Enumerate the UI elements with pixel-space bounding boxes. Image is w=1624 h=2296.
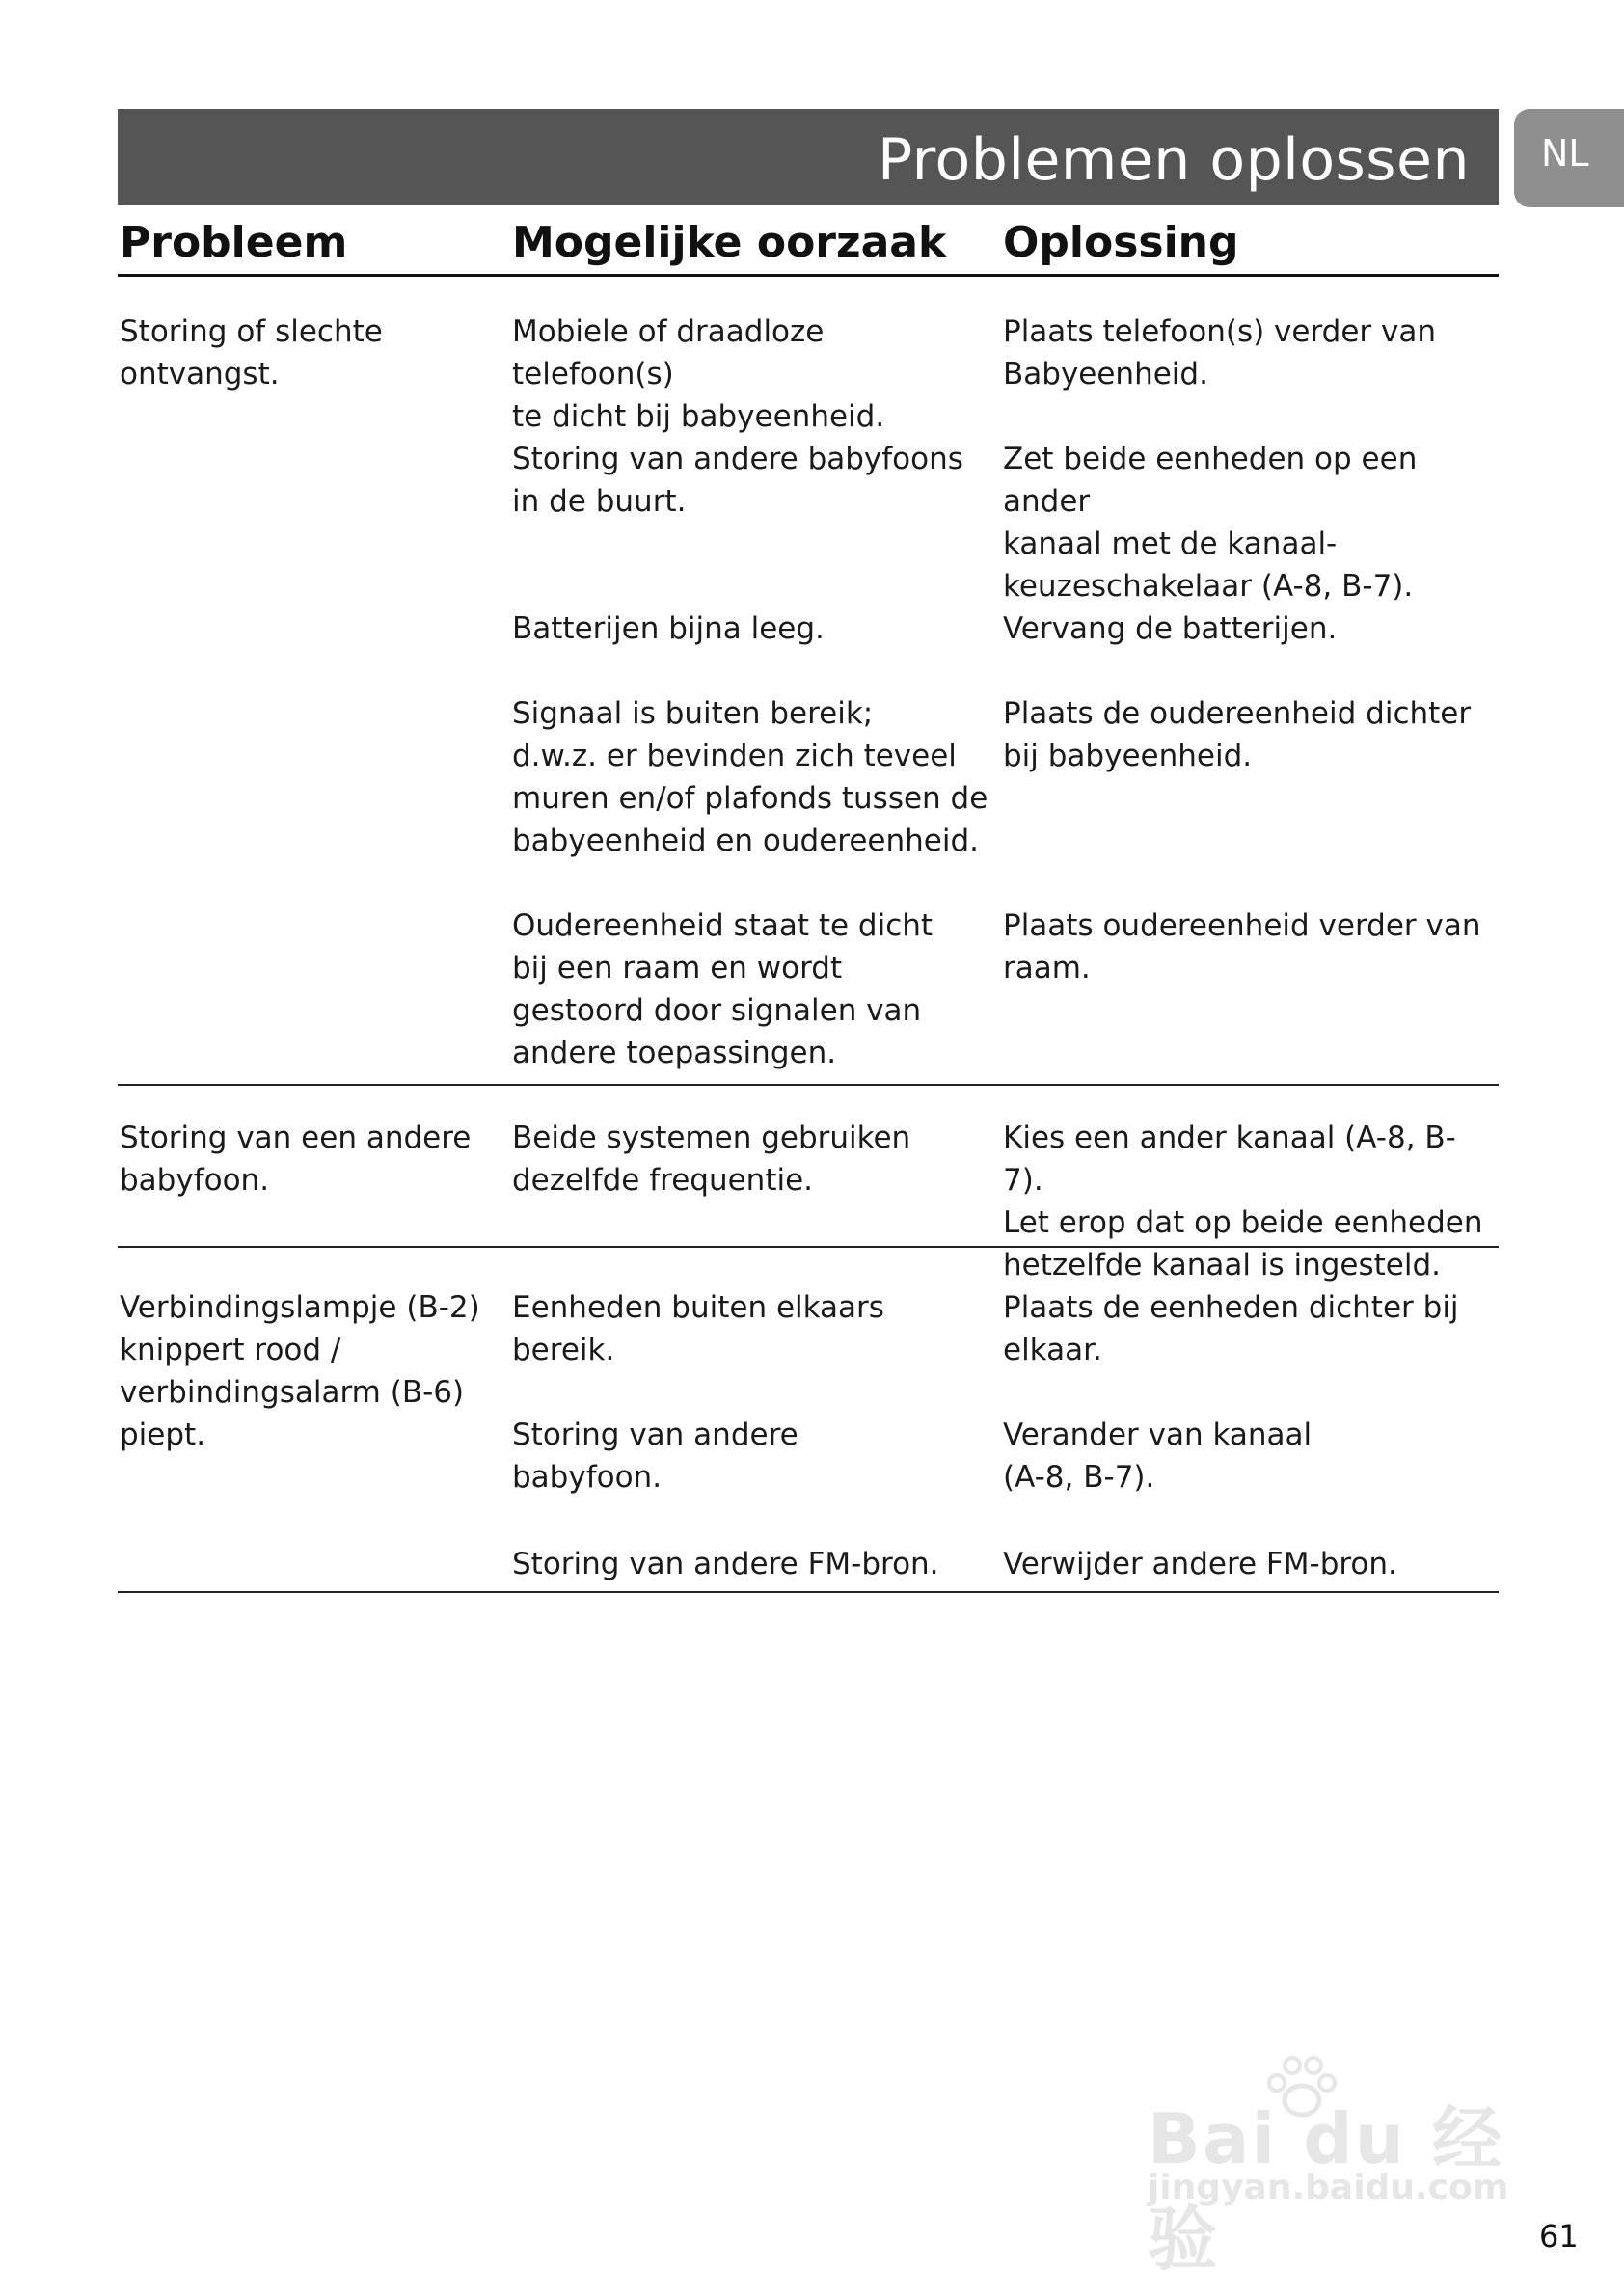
watermark xyxy=(1148,2054,1533,2280)
watermark-url: jingyan.baidu.com xyxy=(1148,2168,1509,2207)
row3-solution-1: Plaats de eenheden dichter bij elkaar. xyxy=(1003,1290,1459,1367)
row1-cause-4: Signaal is buiten bereik; d.w.z. er bevinden zich teveel muren en/of plafonds tussen de babyeenheid en oudereenheid. xyxy=(512,696,988,858)
row1-solution-2: Zet beide eenheden op een ander kanaal met de kanaal- keuzeschakelaar (A-8, B-7). xyxy=(1003,442,1418,604)
row2-problem: Storing van een andere babyfoon. xyxy=(120,1121,472,1198)
column-header-cause: Mogelijke oorzaak xyxy=(512,218,947,267)
column-header-problem: Probleem xyxy=(120,218,348,267)
column-header-solution: Oplossing xyxy=(1003,218,1239,267)
row3-problem: Verbindingslampje (B-2) knippert rood / verbindingsalarm (B-6) piept. xyxy=(120,1290,480,1452)
table-bottom-rule xyxy=(118,1591,1499,1593)
page-number: 61 xyxy=(1539,2218,1579,2255)
row3-cause-2: Storing van andere babyfoon. xyxy=(512,1418,798,1495)
row1-cause-1: Mobiele of draadloze telefoon(s) te dicht bij babyeenheid. xyxy=(512,314,885,434)
row1-solution-3: Vervang de batterijen. xyxy=(1003,611,1338,646)
row1-cause-2: Storing van andere babyfoons in de buurt. xyxy=(512,442,963,519)
row2-solution-1: Kies een ander kanaal (A-8, B-7). Let erop dat op beide eenheden hetzelfde kanaal is ingesteld. xyxy=(1003,1121,1483,1283)
row-divider xyxy=(118,1084,1499,1086)
title-bar xyxy=(118,109,1499,205)
row3-cause-3: Storing van andere FM-bron. xyxy=(512,1547,939,1581)
language-tab xyxy=(1514,109,1624,207)
language-label: NL xyxy=(1541,132,1589,175)
watermark-brand: Bai du 经验 xyxy=(1148,2098,1504,2280)
row2-cause-1: Beide systemen gebruiken dezelfde frequentie. xyxy=(512,1121,911,1198)
page-title: Problemen oplossen xyxy=(878,126,1470,194)
row1-cause-3: Batterijen bijna leeg. xyxy=(512,611,825,646)
row1-solution-4: Plaats de oudereenheid dichter bij babyeenheid. xyxy=(1003,696,1472,773)
row1-solution-5: Plaats oudereenheid verder van raam. xyxy=(1003,908,1481,986)
row1-cause-5: Oudereenheid staat te dicht bij een raam en wordt gestoord door signalen van andere toepassingen. xyxy=(512,908,934,1070)
row3-solution-2: Verander van kanaal (A-8, B-7). xyxy=(1003,1418,1313,1495)
row3-solution-3: Verwijder andere FM-bron. xyxy=(1003,1547,1397,1581)
header-divider xyxy=(118,274,1499,277)
row3-cause-1: Eenheden buiten elkaars bereik. xyxy=(512,1290,884,1367)
row1-problem: Storing of slechte ontvangst. xyxy=(120,314,383,392)
row-divider xyxy=(118,1246,1499,1248)
row1-solution-1: Plaats telefoon(s) verder van Babyeenheid. xyxy=(1003,314,1437,392)
